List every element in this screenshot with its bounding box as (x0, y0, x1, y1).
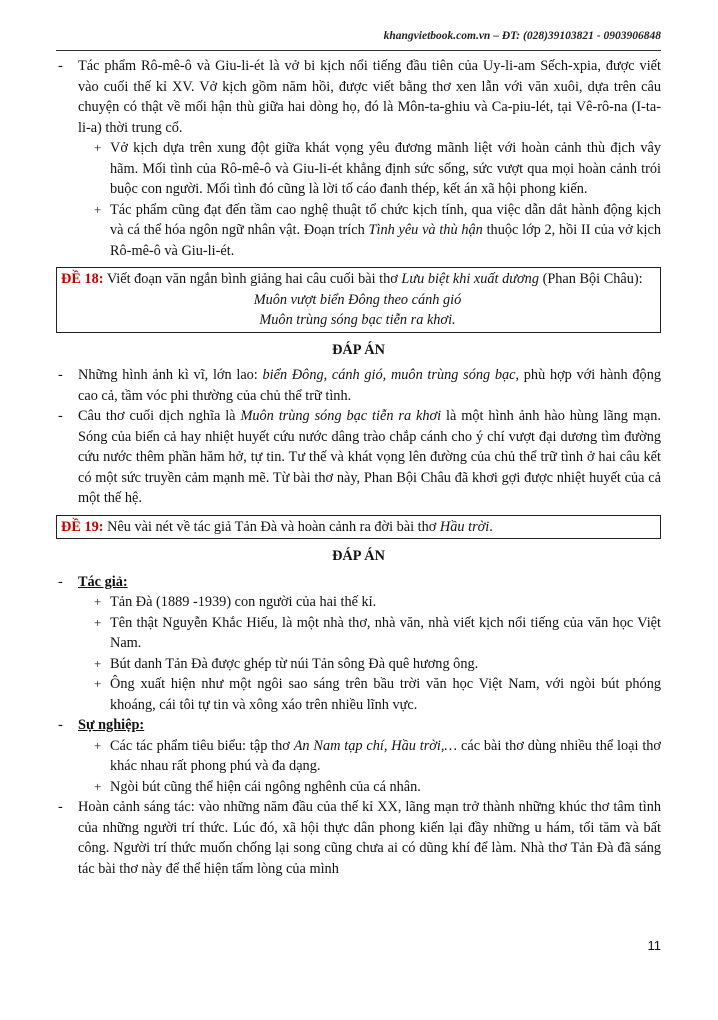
author-section: - Tác giả: (56, 572, 661, 593)
question-box-de18 (56, 267, 661, 333)
author-item: + Bút danh Tản Đà được ghép từ núi Tản sông Đà quê hương ông. (56, 654, 661, 675)
verse-line-2: Muôn trùng sóng bạc tiễn ra khơi. (259, 312, 456, 328)
verse-line-1: Muôn vượt biển Đông theo cánh gió (253, 291, 462, 308)
header-divider (56, 50, 661, 51)
context-bullet: - Hoàn cảnh sáng tác: vào những năm đầu của thế kỉ XX, lãng mạn trở thành những khúc thơ tâm tình của những người trí thức. Lúc đó, xã hội thực dân phong kiến lại đầy những u hám, tối tăm và bất công. Người trí thức muốn chống lại song cũng chưa ai có dũng khí để làm. Nhà thơ Tản Đà đã sáng tác bài thơ này để thể hiện tấm lòng của mình (58, 799, 661, 877)
career-item-1: + Các tác phẩm tiêu biểu: tập thơ An Nam tạp chí, Hầu trời,… các bài thơ dùng nhiều thể loại thơ khác nhau rất phong phú và đa dạng. (94, 737, 661, 774)
intro-sub-bullet-2: + Tác phẩm cũng đạt đến tầm cao nghệ thuật tổ chức kịch tính, qua việc dẫn dắt hành động kịch và cá thể hóa ngôn ngữ nhân vật. Đoạn trích Tình yêu và thù hận thuộc lớp 2, hồi II của vở kịch Rô-mê-ô và Giu-li-ét. (94, 201, 661, 259)
plus-marker: + (94, 676, 102, 691)
author-item: + Tên thật Nguyễn Khắc Hiếu, là một nhà thơ, nhà văn, nhà viết kịch nổi tiếng của văn học Việt Nam. (94, 614, 661, 651)
plus-marker: + (94, 737, 102, 753)
plus-marker: + (94, 140, 102, 155)
author-item: + Ông xuất hiện như một ngôi sao sáng trên bầu trời văn học Việt Nam, với ngòi bút phóng khoáng, cái tôi tự tin và xông xáo trên nhiều lĩnh vực. (94, 676, 661, 713)
intro-sub-bullet-1: + Vở kịch dựa trên xung đột giữa khát vọng yêu đương mãnh liệt với hoàn cảnh thù địch vây hãm. Mối tình của Rô-mê-ô và Giu-li-ét khẳng định sức sống, sức vượt qua mọi hoàn cảnh trói buộc con người. Mối tình đó cũng là lời tố cáo đanh thép, kết án xã hội phong kiến. (94, 140, 661, 197)
plus-marker: + (94, 614, 102, 630)
page-header: khangvietbook.com.vn – ĐT: (028)39103821 - 0903906848 (383, 30, 661, 42)
page-number: 11 (647, 938, 661, 953)
question-box-de19: ĐỀ 19: Nêu vài nét về tác giả Tản Đà và hoàn cảnh ra đời bài thơ Hầu trời. (56, 515, 661, 540)
dash-marker: - (58, 408, 63, 424)
answer18-bullet-1: - Những hình ảnh kì vĩ, lớn lao: biển Đông, cánh gió, muôn trùng sóng bạc, phù hợp với hành động cao cả, tầm vóc phi thường của chủ thể trữ tình. (58, 367, 662, 404)
page-content (56, 56, 661, 879)
question-de18: ĐỀ 18: Viết đoạn văn ngắn bình giảng hai câu cuối bài thơ Lưu biệt khi xuất dương (Phan Bội Châu): (61, 271, 643, 287)
dash-marker: - (58, 58, 63, 74)
career-item-2: + Ngòi bút cũng thể hiện cái ngông nghênh của cá nhân. (56, 777, 661, 798)
plus-marker: + (94, 655, 102, 671)
answer-heading-19: ĐÁP ÁN (332, 548, 385, 564)
intro-bullet: - Tác phẩm Rô-mê-ô và Giu-li-ét là vở bi kịch nổi tiếng đầu tiên của Uy-li-am Sếch-xpia, được viết vào cuối thế kỉ XV. Vở kịch gồm năm hồi, được viết bằng thơ xen lẫn với văn xuôi, dựa trên câu chuyện có thật về mối hận thù giữa hai dòng họ, đó là Môn-ta-ghiu và Ca-piu-lét, tại Vê-rô-na (I-ta-li-a) thời trung cổ. (58, 58, 661, 136)
answer-heading-18: ĐÁP ÁN (332, 341, 385, 358)
career-section: - Sự nghiệp: (56, 715, 661, 736)
plus-marker: + (94, 201, 102, 217)
plus-marker: + (94, 594, 102, 609)
dash-marker: - (58, 573, 63, 590)
dash-marker: - (58, 799, 63, 815)
answer18-bullet-2: - Câu thơ cuối dịch nghĩa là Muôn trùng sóng bạc tiễn ra khơi là một hình ảnh hào hùng lãng mạn. Sóng của biển cả hay nhiệt huyết cứu nước dâng trào chắp cánh cho ý chí vượt đại dương tìm đường cứu nước thêm phần hăm hở, tự tin. Tư thế và khát vọng lên đường của chủ thể trữ tình ở hai câu kết có một sức truyền cảm mạnh mẽ. Từ bài thơ này, Phan Bội Châu đã khơi gợi được nhiệt huyết của cả một thế hệ. (58, 408, 661, 506)
author-item: + Tản Đà (1889 -1939) con người của hai thế kỉ. (56, 592, 661, 613)
dash-marker: - (58, 367, 63, 383)
dash-marker: - (58, 717, 63, 733)
plus-marker: + (94, 778, 102, 794)
